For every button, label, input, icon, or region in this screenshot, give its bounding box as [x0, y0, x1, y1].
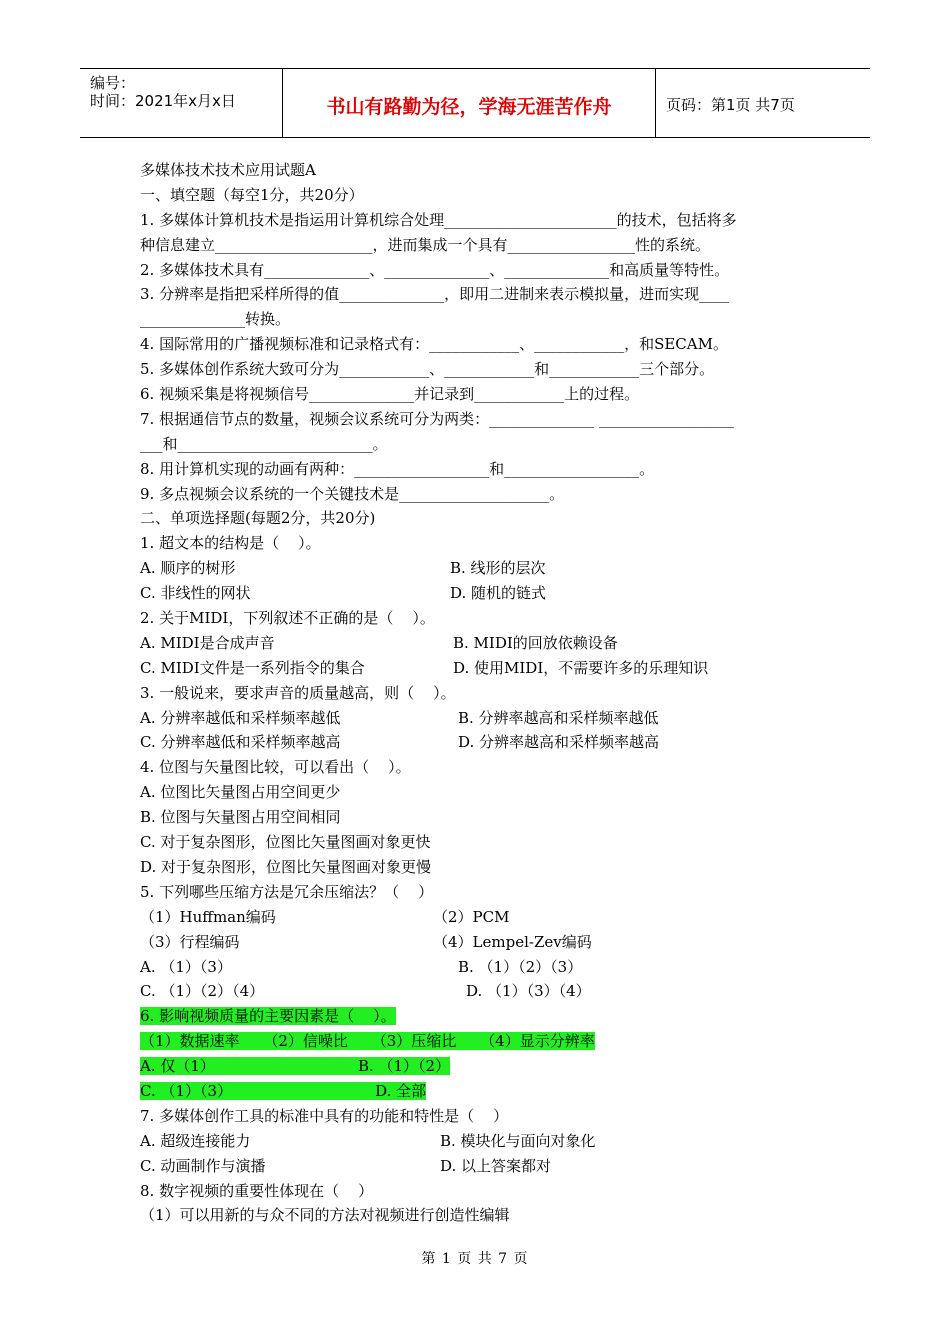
- text-line: [140, 631, 820, 656]
- text-line: 6. 视频采集是将视频信号______________并记录到____________上的过程。: [140, 385, 640, 404]
- text-line: [140, 656, 820, 681]
- option-left: （3）行程编码: [140, 932, 240, 951]
- text-line: B. 位图与矢量图占用空间相同: [140, 808, 341, 827]
- option-left: C. 动画制作与演播: [140, 1156, 266, 1175]
- text-line: [140, 556, 820, 581]
- page-footer: 第 1 页 共 7 页: [421, 1251, 529, 1267]
- option-left: C. 分辨率越低和采样频率越高: [140, 733, 341, 752]
- option-right: D. 分辨率越高和采样频率越高: [458, 733, 660, 752]
- text-line: 3. 分辨率是指把采样所得的值______________，即用二进制来表示模拟量，进而实现____: [140, 285, 730, 304]
- text-line: 4. 国际常用的广播视频标准和记录格式有：____________、____________，和SECAM。: [140, 335, 728, 354]
- text-line: 4. 位图与矢量图比较，可以看出（ ）。: [140, 758, 411, 777]
- text-line: [140, 706, 820, 731]
- text-line: 7. 多媒体创作工具的标准中具有的功能和特性是（ ）: [140, 1106, 509, 1125]
- text-line: 2. 关于MIDI，下列叙述不正确的是（ ）。: [140, 609, 435, 628]
- text-line: 1. 超文本的结构是（ ）。: [140, 534, 321, 553]
- option-left: A. 顺序的树形: [140, 559, 236, 578]
- text-line: 一、填空题（每空1分，共20分）: [140, 185, 364, 204]
- option-right: B. 模块化与面向对象化: [440, 1131, 596, 1150]
- text-line: [140, 581, 820, 606]
- text-line: 3. 一般说来，要求声音的质量越高，则（ ）。: [140, 683, 456, 702]
- text-line: [140, 1029, 820, 1054]
- text-line: [140, 730, 820, 755]
- option-right: D. 以上答案都对: [440, 1156, 552, 1175]
- text-line: 8. 用计算机实现的动画有两种：__________________和__________________。: [140, 459, 655, 478]
- header-motto: 书山有路勤为径，学海无涯苦作舟: [326, 96, 612, 118]
- highlighted-text: （1）数据速率 （2）信噪比 （3）压缩比 （4）显示分辨率: [140, 1032, 595, 1051]
- text-line: 2. 多媒体技术具有______________、______________、______________和高质量等特性。: [140, 260, 730, 279]
- text-line: [140, 1004, 820, 1029]
- text-line: ______________转换。: [140, 310, 291, 329]
- option-left: C. （1）（2）（4）: [140, 982, 265, 1001]
- header-page-info: 页码：第1页 共7页: [666, 96, 795, 114]
- header-right-cell: [656, 69, 870, 137]
- text-line: [140, 1079, 820, 1104]
- option-right: B. 线形的层次: [450, 559, 546, 578]
- page-header: [80, 68, 870, 138]
- text-line: 9. 多点视频会议系统的一个关键技术是____________________。: [140, 484, 565, 503]
- option-left: A. （1）（3）: [140, 957, 232, 976]
- header-left-cell: [80, 69, 280, 137]
- text-line: D. 对于复杂图形，位图比矢量图画对象更慢: [140, 857, 432, 876]
- text-line: 5. 下列哪些压缩方法是冗余压缩法？（ ）: [140, 882, 434, 901]
- text-line: 1. 多媒体计算机技术是指运用计算机综合处理_______________________的技术，包括将多: [140, 210, 737, 229]
- highlighted-text: 6. 影响视频质量的主要因素是（ ）。: [140, 1007, 396, 1026]
- number-label: 编号：: [90, 74, 136, 92]
- header-middle-cell: [282, 69, 656, 137]
- option-left: A. 分辨率越低和采样频率越低: [140, 708, 341, 727]
- text-line: [140, 930, 820, 955]
- text-line: C. 对于复杂图形，位图比矢量图画对象更快: [140, 833, 431, 852]
- text-line: 多媒体技术技术应用试题A: [140, 161, 316, 179]
- highlighted-text: A. 仅（1） B. （1）（2）: [140, 1057, 451, 1076]
- option-right: （2）PCM: [433, 907, 510, 926]
- option-left: （1）Huffman编码: [140, 907, 276, 926]
- text-line: [140, 1129, 820, 1154]
- text-line: [140, 955, 820, 980]
- text-line: 种信息建立_____________________，进而集成一个具有_________________性的系统。: [140, 235, 711, 254]
- option-left: A. MIDI是合成声音: [140, 633, 275, 652]
- text-line: ___和__________________________。: [140, 434, 388, 453]
- text-line: 8. 数字视频的重要性体现在（ ）: [140, 1181, 374, 1200]
- text-line: [140, 1154, 820, 1179]
- option-right: B. 分辨率越高和采样频率越低: [458, 708, 659, 727]
- option-right: B. MIDI的回放依赖设备: [453, 633, 618, 652]
- text-line: [140, 905, 820, 930]
- text-line: [140, 1054, 820, 1079]
- document-body: [140, 158, 820, 1228]
- option-left: C. MIDI文件是一系列指令的集合: [140, 658, 365, 677]
- text-line: 7. 根据通信节点的数量，视频会议系统可分为两类：______________ __________________: [140, 409, 734, 428]
- option-right: B. （1）（2）（3）: [458, 957, 583, 976]
- option-right: D. 使用MIDI，不需要许多的乐理知识: [453, 658, 709, 677]
- text-line: 二、单项选择题(每题2分，共20分): [140, 509, 376, 528]
- option-right: （4）Lempel-Zev编码: [433, 932, 592, 951]
- text-line: （1）可以用新的与众不同的方法对视频进行创造性编辑: [140, 1206, 510, 1225]
- highlighted-text: C. （1）（3） D. 全部: [140, 1081, 427, 1100]
- option-right: D. （1）（3）（4）: [466, 982, 591, 1001]
- text-line: 5. 多媒体创作系统大致可分为____________、____________和____________三个部分。: [140, 360, 715, 379]
- time-label: 时间：2021年x月x日: [90, 92, 236, 110]
- option-right: D. 随机的链式: [450, 584, 547, 603]
- option-left: C. 非线性的网状: [140, 584, 251, 603]
- option-left: A. 超级连接能力: [140, 1131, 251, 1150]
- text-line: A. 位图比矢量图占用空间更少: [140, 783, 341, 802]
- text-line: [140, 979, 820, 1004]
